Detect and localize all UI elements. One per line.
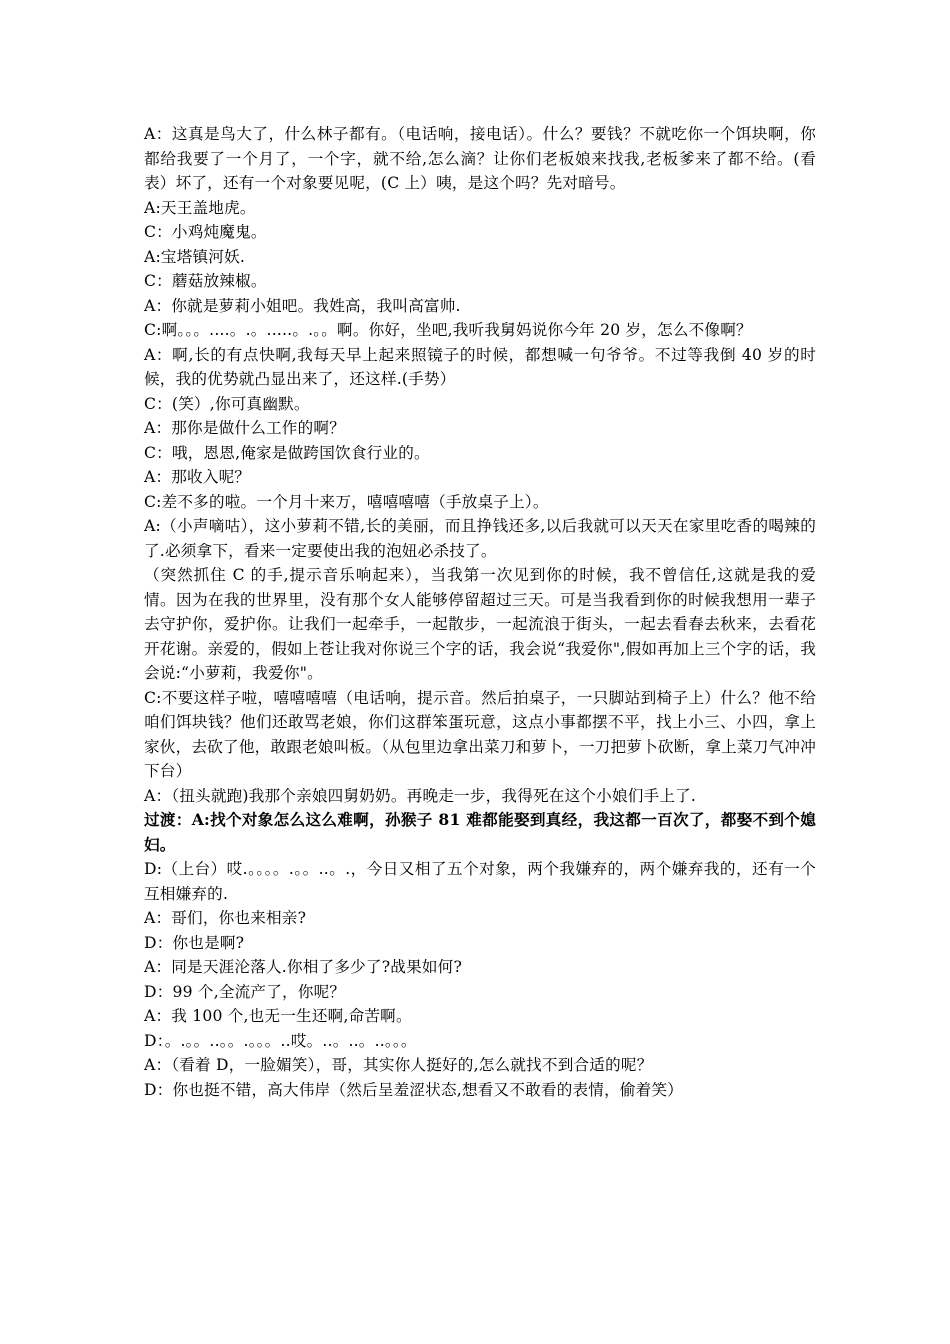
paragraph-a-question: A：哥们，你也来相亲? [144,909,307,927]
paragraph-c-phone-rage: C:不要这样子啦，嘻嘻嘻嘻（电话响，提示音。然后拍桌子，一只脚站到椅子上）什么？他不给咱们饵块钱？他们还敢骂老娘，你们这群笨蛋玩意，这点小事都摆不平，找上小三、小四，拿上家伙，去砍了他，敢跟老娘叫板。（从包里边拿出菜刀和萝卜，一刀把萝卜砍断，拿上菜刀气冲冲下台） [144,688,816,780]
paragraph-a-fellow: A：同是天涯沦落人.你相了多少了?战果如何? [144,958,463,976]
paragraph-a-love-speech: （突然抓住 C 的手,提示音乐响起来），当我第一次见到你的时候，我不曾信任,这就是我的爱情。因为在我的世界里，没有那个女人能够停留超过三天。可是当我看到你的时候我想用一辈子去守护你，爱护你。让我们一起牵手，一起散步，一起流浪于街头，一起去看春去秋来，去看花开花谢。亲爱的，假如上苍让我对你说三个字的话，我会说“我爱你",假如再加上三个字的话，我会说:“小萝莉，我爱你"。 [144,566,816,682]
paragraph-a-count: A：我 100 个,也无一生还啊,命苦啊。 [144,1007,412,1025]
paragraph-c-password-2: C：蘑菇放辣椒。 [144,272,267,290]
paragraph-a-run-away: A：（扭头就跑)我那个亲娘四舅奶奶。再晚走一步，我得死在这个小娘们手上了. [144,786,697,805]
document-page [144,122,816,1102]
paragraph-d-question: D：你也是啊? [144,933,245,952]
paragraph-d-shy: D：你也挺不错，高大伟岸（然后呈羞涩状态,想看又不敢看的表情，偷着笑） [144,1080,684,1099]
paragraph-a-password-1: A:天王盖地虎。 [144,198,256,217]
paragraph-c-age: C:啊。。。....。.。.....。.。。啊。你好，坐吧,我听我舅妈说你今年 20 岁，怎么不像啊？ [144,321,752,339]
paragraph-c-job-answer: C：哦，恩恩,俺家是做跨国饮食行业的。 [144,443,430,462]
paragraph-a-whisper: A:（小声嘀咕），这小萝莉不错,长的美丽，而且挣钱还多,以后我就可以天天在家里吃香的喝辣的了.必须拿下，看来一定要使出我的泡妞必杀技了。 [144,517,816,560]
paragraph-a-phone-call: A：这真是鸟大了，什么林子都有。（电话响，接电话）。什么？要钱？不就吃你一个饵块啊，你都给我要了一个月了，一个字，就不给,怎么滴？让你们老板娘来找我,老板爹来了都不给。(看表）坏了，还有一个对象要见呢，(C 上）咦，是这个吗？先对暗号。 [144,125,816,192]
paragraph-a-password-2: A:宝塔镇河妖. [144,247,246,266]
paragraph-a-income-question: A：那收入呢？ [144,468,251,486]
paragraph-c-laugh: C：(笑）,你可真幽默。 [144,394,310,413]
paragraph-d-sigh: D：。.。。..。。.。。。..哎。..。..。..。。。 [144,1031,417,1050]
paragraph-d-count: D：99 个,全流产了，你呢？ [144,982,346,1001]
paragraph-a-flatter: A：（看着 D，一脸媚笑），哥，其实你人挺好的,怎么就找不到合适的呢？ [144,1056,653,1074]
paragraph-transition: 过渡：A:找个对象怎么这么难啊，孙猴子 81 难都能娶到真经，我这都一百次了，都娶不到个媳妇。 [144,810,816,854]
paragraph-c-password-1: C：小鸡炖魔鬼。 [144,223,267,241]
paragraph-d-enter: D:（上台）哎.。。。。.。。..。.，今日又相了五个对象，两个我嫌弃的，两个嫌弃我的，还有一个互相嫌弃的. [144,860,816,903]
paragraph-a-mirror: A：啊,长的有点快啊,我每天早上起来照镜子的时候，都想喊一句爷爷。不过等我倒 40 岁的时候，我的优势就凸显出来了，还这样.(手势） [144,345,816,388]
paragraph-c-income-answer: C:差不多的啦。一个月十来万，嘻嘻嘻嘻（手放桌子上）。 [144,492,549,511]
paragraph-a-introduction: A：你就是萝莉小姐吧。我姓高，我叫高富帅. [144,296,461,315]
paragraph-a-job-question: A：那你是做什么工作的啊？ [144,419,345,437]
